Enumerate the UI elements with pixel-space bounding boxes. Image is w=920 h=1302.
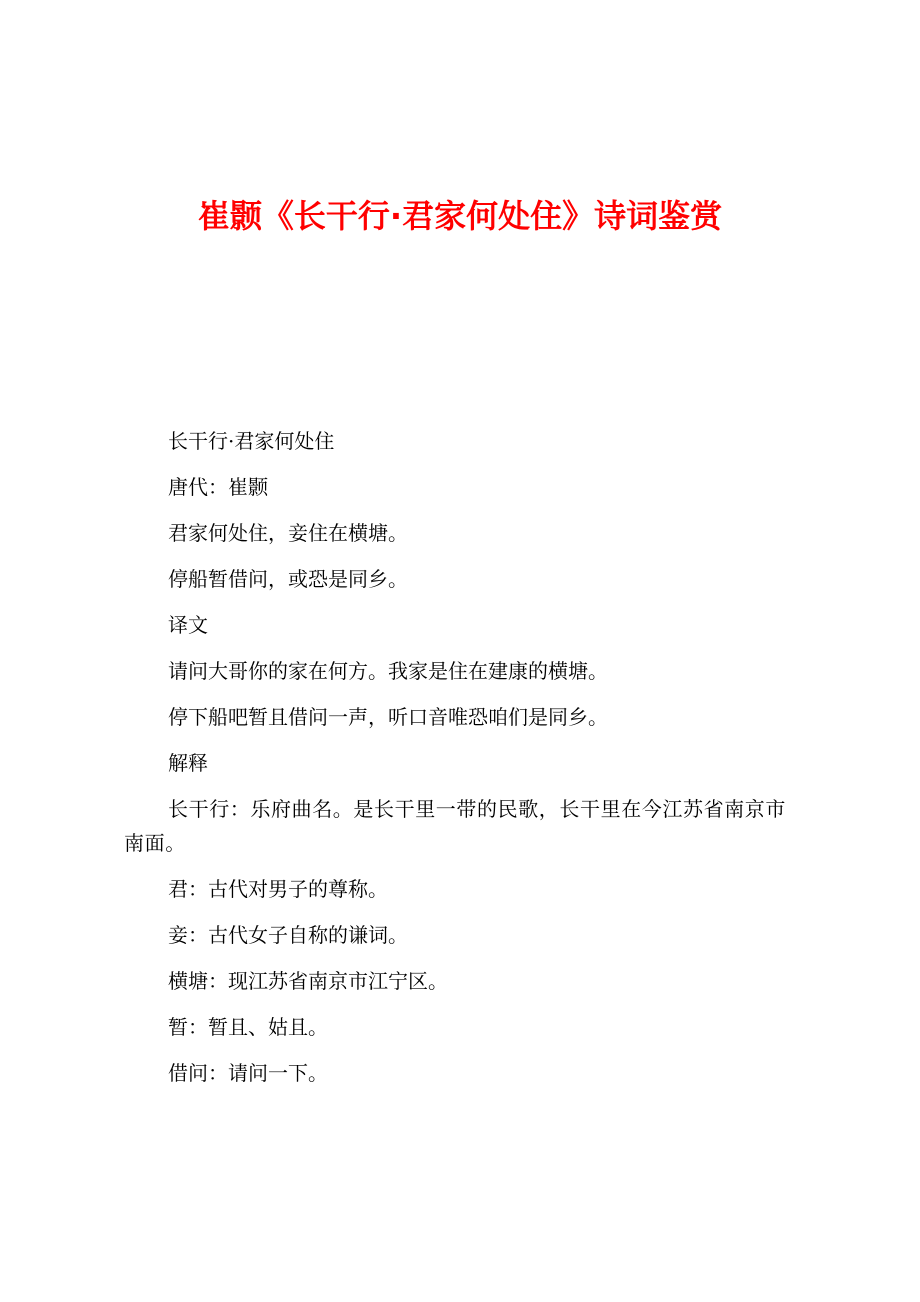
document-title: 崔颢《长干行·君家何处住》诗词鉴赏 (197, 197, 723, 235)
note-item: 暂：暂且、姑且。 (168, 1015, 328, 1039)
poem-line: 停船暂借问，或恐是同乡。 (168, 567, 408, 591)
poem-title: 长干行·君家何处住 (168, 429, 335, 453)
section-heading-translation: 译文 (168, 613, 208, 637)
note-item: 借问：请问一下。 (168, 1061, 328, 1085)
translation-line: 停下船吧暂且借问一声，听口音唯恐咱们是同乡。 (168, 705, 608, 729)
poem-author: 唐代：崔颢 (168, 475, 268, 499)
note-item: 长干行：乐府曲名。是长干里一带的民歌，长干里在今江苏省南京市南面。 (124, 797, 786, 855)
note-item: 妾：古代女子自称的谦词。 (168, 923, 408, 947)
poem-line: 君家何处住，妾住在横塘。 (168, 521, 408, 545)
section-heading-notes: 解释 (168, 751, 208, 775)
note-item: 君：古代对男子的尊称。 (168, 877, 388, 901)
note-item: 横塘：现江苏省南京市江宁区。 (168, 969, 448, 993)
document-body (124, 418, 804, 1096)
translation-line: 请问大哥你的家在何方。我家是住在建康的横塘。 (168, 659, 608, 683)
